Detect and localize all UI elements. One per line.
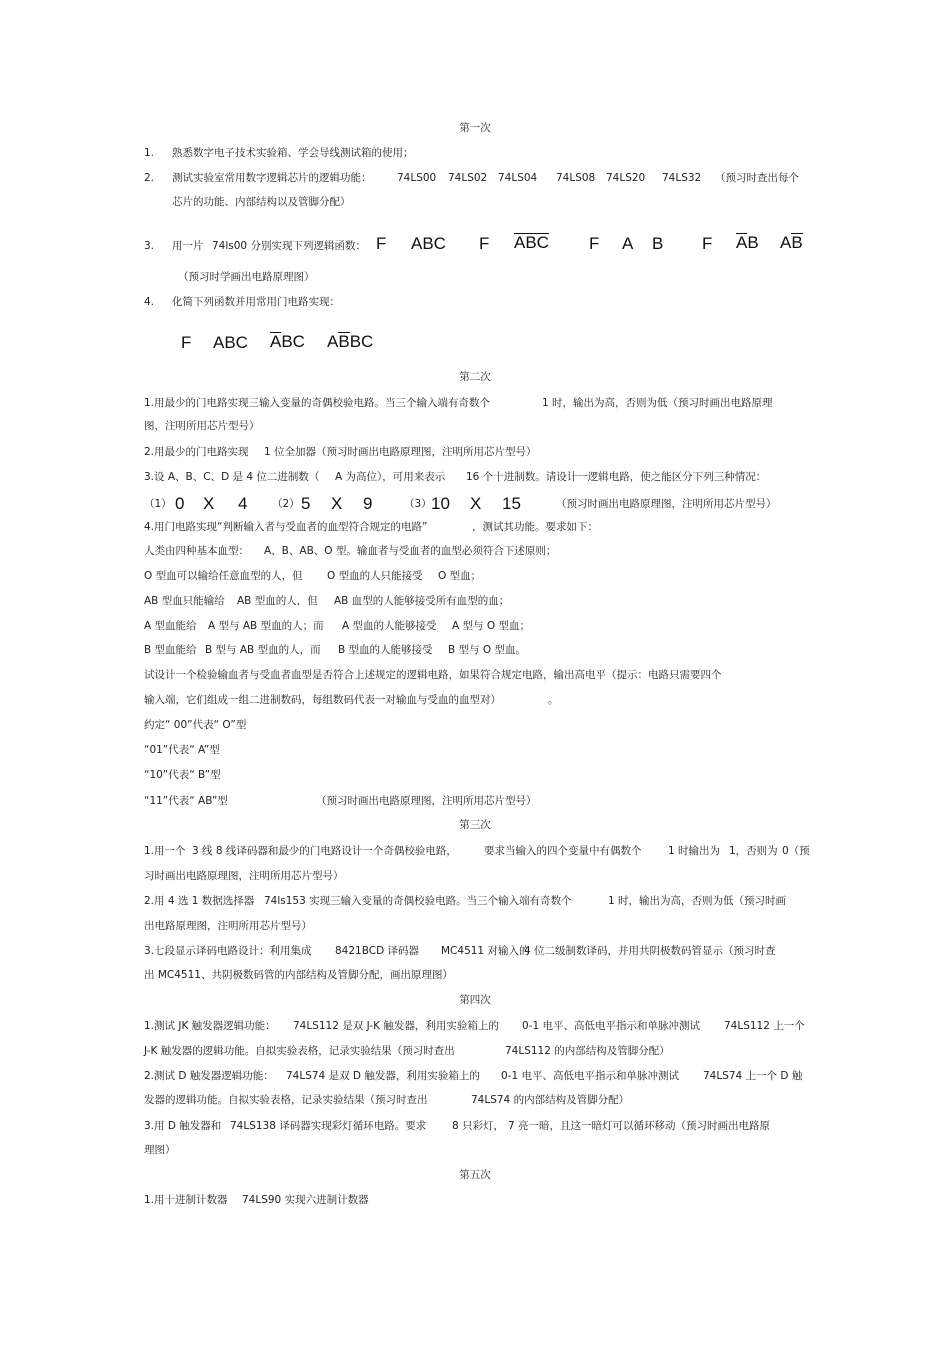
case-value: 4 [238,494,248,513]
formula-term: A [622,234,634,253]
para-text: 3 线 8 线译码器和最少的门电路设计一个奇偶校验电路， [192,845,457,857]
item-text: 化简下列函数并用常用门电路实现： [172,296,340,308]
case-value: X [203,494,215,513]
para-text: B 型血的人能够接受 [338,644,433,656]
case-label: （2） [272,498,300,510]
formula-f: F [181,333,192,352]
chip-label: 74LS20 [606,172,646,184]
para-text: 1 时，输出为高，否则为低（预习时画出电路原理 [542,397,773,409]
chip-label: 74LS32 [662,172,702,184]
case-value: 0 [175,494,185,513]
para-text: “11”代表“ AB”型 [144,795,228,807]
para-text: 输入端，它们组成一组二进制数码，每组数码代表一对输血与受血的血型对） [144,694,501,706]
para-text: ，测试其功能。要求如下： [472,521,598,533]
para-text: 4.用门电路实现“判断输入者与受血者的血型符合规定的电路” [144,521,428,533]
item-text: （预习时查出每个 [715,172,799,184]
item-text: 芯片的功能、内部结构以及管脚分配） [172,196,351,208]
para-text: 3.用 D 触发器和 [144,1120,222,1132]
para-text: O 型血的人只能接受 [327,570,423,582]
para-text: 习时画出电路原理图，注明所用芯片型号） [144,870,344,882]
para-text: 74ls153 实现三输入变量的奇偶校验电路。当三个输入端有奇数个 [264,895,572,907]
para-text: 2.用最少的门电路实现 [144,446,249,458]
para-text: B 型与 O 型血。 [448,644,526,656]
para-text: 1.用十进制计数器 [144,1194,228,1206]
para-text: 7 亮一暗，且这一暗灯可以循环移动（预习时画出电路原 [508,1120,771,1132]
para-text: 发器的逻辑功能。自拟实验表格，记录实验结果（预习时查出 [144,1094,428,1106]
para-text: J-K 触发器的逻辑功能。自拟实验表格，记录实验结果（预习时查出 [144,1045,455,1057]
para-text: MC4511 对输入的 [441,945,530,957]
item-number: 2. [144,172,155,184]
formula-f: F [589,234,600,253]
para-text: 1 位全加器（预习时画出电路原理图，注明所用芯片型号） [264,446,537,458]
para-text: A 型与 O 型血； [452,620,530,632]
para-text: 0（预 [782,845,810,857]
item-number: 1. [144,147,155,159]
para-text: 2.测试 D 触发器逻辑功能： [144,1070,274,1082]
para-text: 8421BCD 译码器 [335,945,419,957]
case-value: X [331,494,343,513]
para-text: AB 血型的人能够接受所有血型的血； [334,595,510,607]
para-text: 74LS90 实现六进制计数器 [242,1194,369,1206]
para-text: O 型血； [438,570,482,582]
case-label: （1） [144,498,172,510]
para-text: 74LS74 的内部结构及管脚分配） [471,1094,630,1106]
item-text: 熟悉数字电子技术实验箱、学会导线测试箱的使用； [172,147,414,159]
para-text: 1 时输出为 [668,845,721,857]
para-text: 约定“ 00”代表“ O”型 [144,719,247,731]
chip-label: 74LS04 [498,172,538,184]
para-text: 1，否则为 [729,845,778,857]
para-text: B 型血能给 [144,644,197,656]
para-text: 。 [548,694,559,706]
para-text: 2.用 4 选 1 数据选择器 [144,895,255,907]
para-text: 理图） [144,1144,176,1156]
case-value: 15 [502,494,521,513]
section-title-1: 第一次 [459,122,491,134]
para-text: A、B、AB、O 型。输血者与受血者的血型必须符合下述原则； [264,545,557,557]
formula-term: ABC [270,332,305,351]
chip-label: 74LS08 [556,172,596,184]
section-title-4: 第四次 [459,994,491,1006]
para-text: “01”代表“ A”型 [144,744,220,756]
formula-f: F [702,234,713,253]
para-text: 图，注明所用芯片型号） [144,420,260,432]
case-value: 5 [301,494,311,513]
chip-label: 74LS02 [448,172,488,184]
formula-term: AB [736,233,759,252]
para-text: 74LS74 是双 D 触发器，利用实验箱上的 [286,1070,480,1082]
para-text: O 型血可以输给任意血型的人，但 [144,570,303,582]
section-title-3: 第三次 [459,819,491,831]
item-number: 4. [144,296,155,308]
item-text: 74ls00 分别实现下列逻辑函数： [212,240,366,252]
para-text: 4 位二级制数译码，并用共阴极数码管显示（预习时查 [524,945,776,957]
para-text: 试设计一个检验输血者与受血者血型是否符合上述规定的逻辑电路，如果符合规定电路，输出高电平（提示：电路只需要四个 [144,669,722,681]
para-text: 74LS112 上一个 [724,1020,805,1032]
para-text: （预习时画出电路原理图，注明所用芯片型号） [556,498,777,510]
para-text: 8 只彩灯， [452,1120,505,1132]
formula-f: F [376,234,387,253]
para-text: 3.七段显示译码电路设计：利用集成 [144,945,312,957]
section-title-5: 第五次 [459,1169,491,1181]
para-text: 1.用一个 [144,845,186,857]
formula-term: ABC [213,333,248,352]
para-text: 出电路原理图，注明所用芯片型号） [144,920,312,932]
formula-term: ABBC [327,332,374,351]
item-text: 用一片 [172,240,204,252]
para-text: 74LS138 译码器实现彩灯循环电路。要求 [230,1120,427,1132]
para-text: （预习时画出电路原理图，注明所用芯片型号） [316,795,537,807]
case-value: X [470,494,482,513]
para-text: 1 时，输出为高，否则为低（预习时画 [608,895,787,907]
case-label: （3） [404,498,432,510]
item-number: 3. [144,240,155,252]
para-text: 16 个十进制数。请设计一逻辑电路，使之能区分下列三种情况： [466,471,767,483]
formula-term: AB [780,233,803,252]
para-text: 出 MC4511、共阴极数码管的内部结构及管脚分配，画出原理图） [144,969,453,981]
para-text: 74LS112 的内部结构及管脚分配） [505,1045,670,1057]
chip-label: 74LS00 [397,172,437,184]
item-note: （预习时学画出电路原理图） [178,271,315,283]
para-text: “10”代表“ B”型 [144,769,221,781]
formula-f: F [479,234,490,253]
para-text: 人类由四种基本血型： [144,545,249,557]
para-text: AB 型血的人，但 [237,595,318,607]
case-value: 9 [363,494,373,513]
formula-term-overlined: ABC [514,233,549,252]
para-text: 1.用最少的门电路实现三输入变量的奇偶校验电路。当三个输入端有奇数个 [144,397,491,409]
para-text: 要求当输入的四个变量中有偶数个 [484,845,642,857]
para-text: 1.测试 JK 触发器逻辑功能： [144,1020,276,1032]
para-text: 74LS74 上一个 D 触 [703,1070,803,1082]
section-title-2: 第二次 [459,371,491,383]
para-text: 0-1 电平、高低电平指示和单脉冲测试 [522,1020,700,1032]
para-text: A 型血的人能够接受 [342,620,437,632]
para-text: A 型与 AB 型血的人；而 [208,620,324,632]
para-text: B 型与 AB 型血的人，而 [205,644,321,656]
para-text: AB 型血只能输给 [144,595,225,607]
case-value: 10 [431,494,450,513]
formula-term: ABC [411,234,446,253]
item-text: 测试实验室常用数字逻辑芯片的逻辑功能： [172,172,372,184]
para-text: 3.设 A、B、C、D 是 4 位二进制数（ [144,471,320,483]
formula-term: B [652,234,664,253]
para-text: A 型血能给 [144,620,197,632]
para-text: A 为高位），可用来表示 [335,471,446,483]
para-text: 0-1 电平、高低电平指示和单脉冲测试 [501,1070,679,1082]
para-text: 74LS112 是双 J-K 触发器，利用实验箱上的 [293,1020,499,1032]
